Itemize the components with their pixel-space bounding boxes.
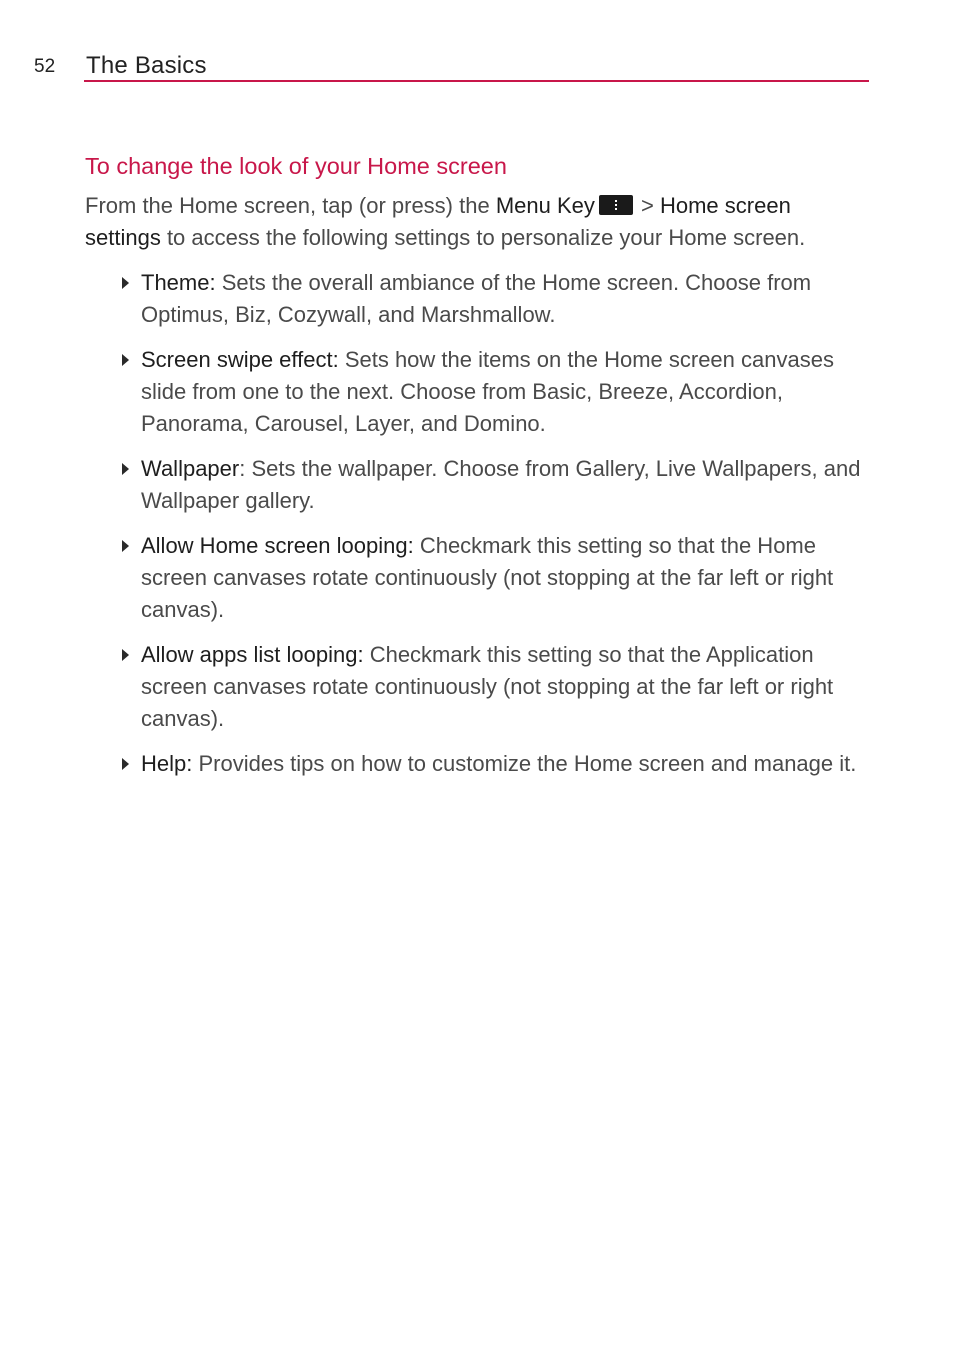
item-term: Allow apps list looping: <box>141 642 364 667</box>
intro-paragraph <box>85 190 870 254</box>
item-term: Allow Home screen looping: <box>141 533 414 558</box>
home-screen-settings-label: Home screen settings <box>85 193 791 250</box>
path-separator: > <box>634 193 660 218</box>
item-description: : Sets the wallpaper. Choose from Gallery, Live Wallpapers, and Wallpaper gallery. <box>141 456 861 513</box>
item-term: Theme: <box>141 270 216 295</box>
bullet-arrow-icon <box>122 649 129 661</box>
menu-key-icon <box>599 195 633 215</box>
item-term: Screen swipe effect: <box>141 347 339 372</box>
menu-key-label: Menu Key <box>495 193 595 218</box>
list-item <box>85 453 870 517</box>
bullet-arrow-icon <box>122 277 129 289</box>
list-item <box>85 639 870 735</box>
list-item <box>85 530 870 626</box>
header-rule <box>84 80 869 82</box>
page-number: 52 <box>34 56 56 77</box>
page-content <box>85 150 870 793</box>
item-description: Provides tips on how to customize the Home screen and manage it. <box>192 751 857 776</box>
item-description: Checkmark this setting so that the Home screen canvases rotate continuously (not stopping at the far left or right canvas). <box>141 533 834 622</box>
bullet-arrow-icon <box>122 354 129 366</box>
section-subheading: To change the look of your Home screen <box>85 153 507 179</box>
item-description: Sets how the items on the Home screen canvases slide from one to the next. Choose from Basic, Breeze, Accordion, Panorama, Carousel, Layer, and Domino. <box>141 347 834 436</box>
list-item <box>85 267 870 331</box>
item-term: Help: <box>141 751 193 776</box>
item-description: Sets the overall ambiance of the Home screen. Choose from Optimus, Biz, Cozywall, and Marshmallow. <box>141 270 812 327</box>
bullet-arrow-icon <box>122 758 129 770</box>
item-description: Checkmark this setting so that the Application screen canvases rotate continuously (not stopping at the far left or right canvas). <box>141 642 834 731</box>
settings-list <box>85 267 870 780</box>
intro-text-end: to access the following settings to personalize your Home screen. <box>160 225 806 250</box>
item-term: Wallpaper <box>141 456 240 481</box>
intro-text-start: From the Home screen, tap (or press) the <box>85 193 496 218</box>
bullet-arrow-icon <box>122 463 129 475</box>
list-item <box>85 748 870 780</box>
section-header: The Basics <box>86 52 207 79</box>
bullet-arrow-icon <box>122 540 129 552</box>
list-item <box>85 344 870 440</box>
